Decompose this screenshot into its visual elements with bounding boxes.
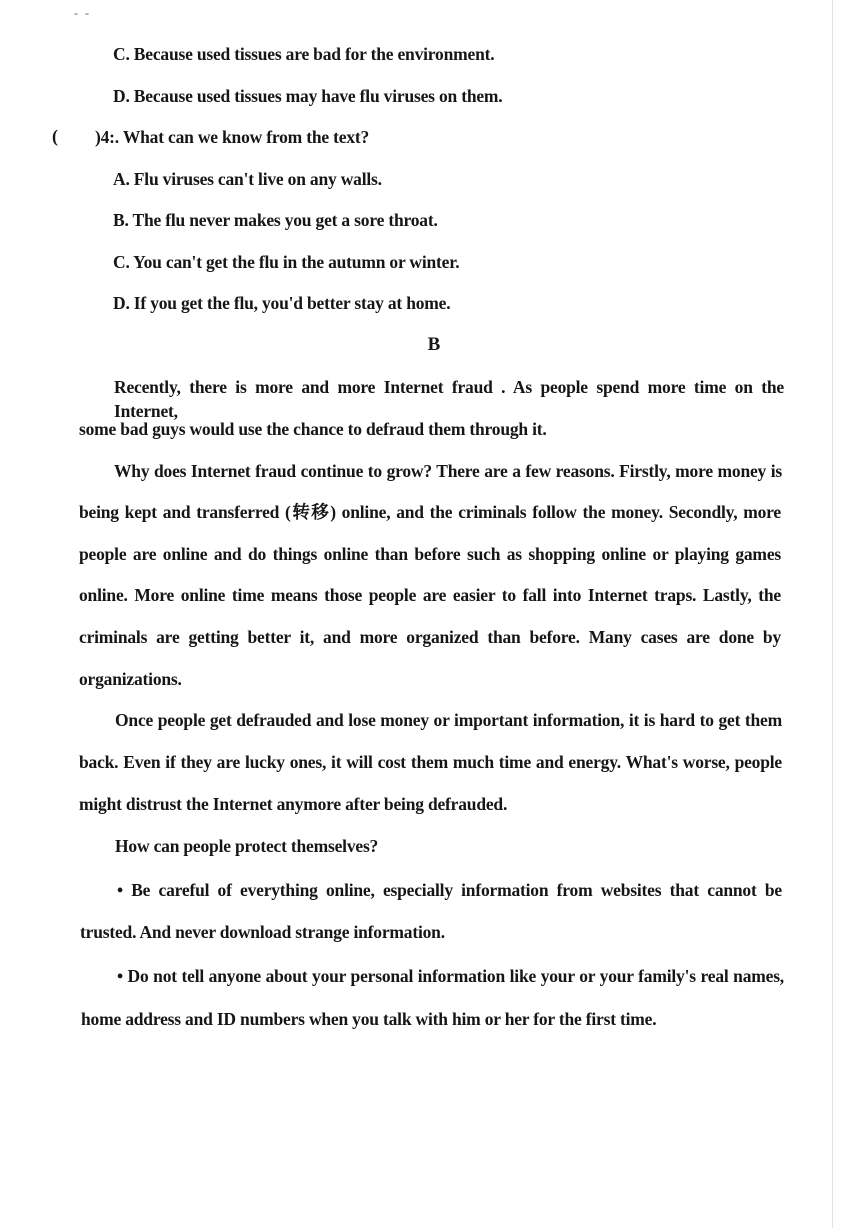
p3-line-2: back. Even if they are lucky ones, it will cost them much time and energy. What's worse, people	[79, 752, 782, 772]
q3-option-c: C. Because used tissues are bad for the environment.	[113, 44, 495, 64]
protect-question: How can people protect themselves?	[115, 836, 379, 856]
bullet-2-line-1: • Do not tell anyone about your personal information like your or your family's real names,	[117, 966, 784, 986]
p3-line-1: Once people get defrauded and lose money or important information, it is hard to get them	[115, 710, 782, 730]
p2-line-2: being kept and transferred (转移) online, and the criminals follow the money. Secondly, more	[79, 502, 781, 522]
q4-stem: )4:. What can we know from the text?	[95, 127, 370, 147]
q4-option-b: B. The flu never makes you get a sore throat.	[113, 210, 438, 230]
p2-line-4: online. More online time means those people are easier to fall into Internet traps. Lastly, the	[79, 585, 781, 605]
q4-option-d: D. If you get the flu, you'd better stay at home.	[113, 293, 451, 313]
p2-line-6: organizations.	[79, 669, 182, 689]
p1-line-2: some bad guys would use the chance to defraud them through it.	[79, 419, 547, 439]
corner-mark: - -	[74, 6, 91, 20]
section-heading: B	[427, 334, 441, 355]
p2-line-3: people are online and do things online than before such as shopping online or playing games	[79, 544, 781, 564]
answer-paren: (	[52, 126, 58, 146]
p1-line-1: Recently, there is more and more Internet fraud . As people spend more time on the Internet,	[114, 377, 784, 421]
q4-option-a: A. Flu viruses can't live on any walls.	[113, 169, 382, 189]
p2-line-1: Why does Internet fraud continue to grow? There are a few reasons. Firstly, more money is	[114, 461, 782, 481]
bullet-1-line-1: • Be careful of everything online, especially information from websites that cannot be	[117, 880, 782, 900]
p2-line-5: criminals are getting better it, and more organized than before. Many cases are done by	[79, 627, 781, 647]
bullet-1-line-2: trusted. And never download strange information.	[80, 922, 445, 942]
p3-line-3: might distrust the Internet anymore after being defrauded.	[79, 794, 508, 814]
page-edge-divider	[832, 0, 833, 1228]
q4-option-c: C. You can't get the flu in the autumn or winter.	[113, 252, 460, 272]
bullet-2-line-2: home address and ID numbers when you talk with him or her for the first time.	[81, 1009, 657, 1029]
q3-option-d: D. Because used tissues may have flu viruses on them.	[113, 86, 503, 106]
